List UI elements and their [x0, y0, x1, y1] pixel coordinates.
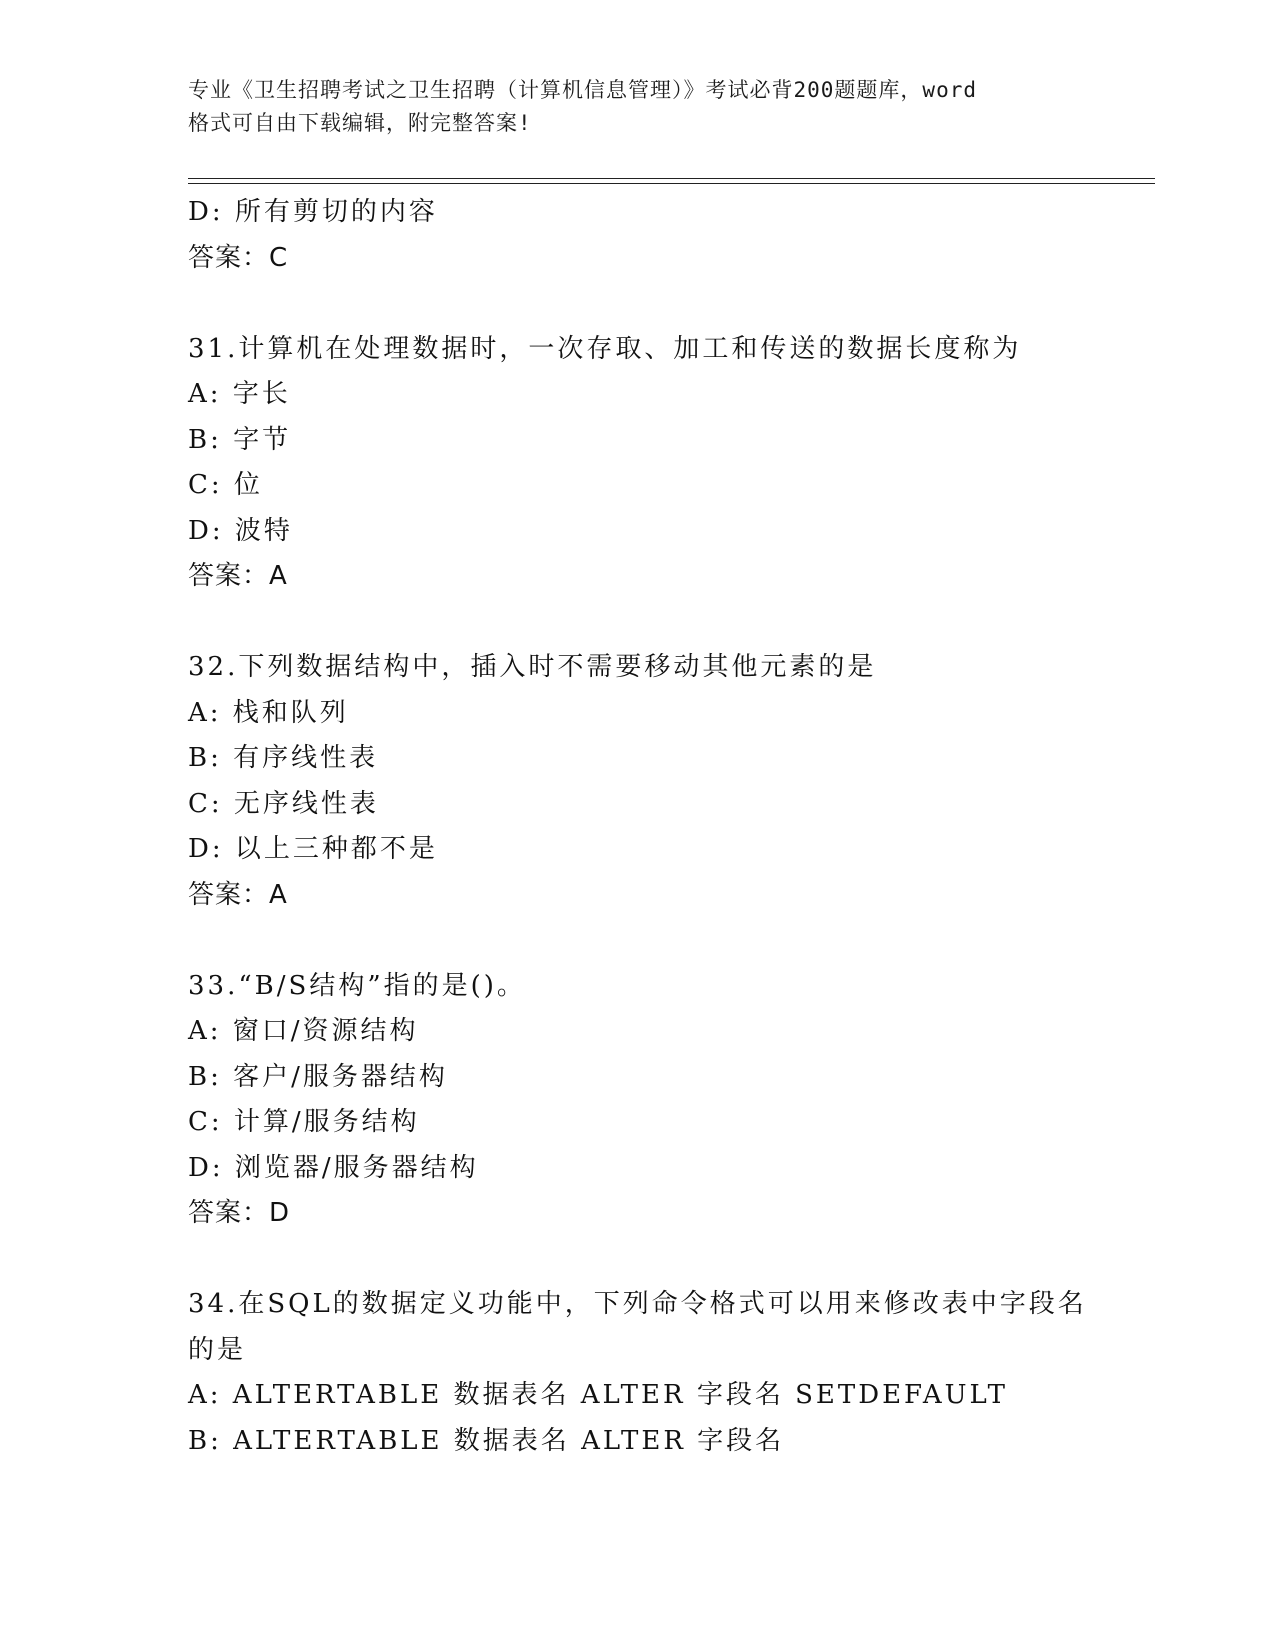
- question-text: 的是: [188, 1334, 247, 1365]
- option-text: D: 以上三种都不是: [188, 834, 438, 864]
- option-text: A: 栈和队列: [188, 697, 349, 728]
- option-text: B: 客户/服务器结构: [188, 1061, 448, 1092]
- spacer: [188, 281, 1118, 327]
- option-text: B: 有序线性表: [188, 743, 379, 773]
- option-text: C: 计算/服务结构: [188, 1107, 420, 1137]
- option-text: A: ALTERTABLE 数据表名 ALTER 字段名 SETDEFAULT: [188, 1380, 1009, 1410]
- header-line-1: 专业《卫生招聘考试之卫生招聘（计算机信息管理）》考试必背200题题库，word: [188, 78, 977, 102]
- option-text: D: 浏览器/服务器结构: [188, 1152, 479, 1183]
- option-text: C: 无序线性表: [188, 788, 379, 819]
- header-divider-top: [188, 178, 1155, 179]
- header-divider-bottom: [188, 183, 1155, 184]
- question-text: 33.“B/S结构”指的是()。: [188, 970, 526, 1001]
- question-text: 32.下列数据结构中，插入时不需要移动其他元素的是: [188, 652, 877, 682]
- answer-text: 答案：C: [188, 242, 289, 273]
- option-text: A: 窗口/资源结构: [188, 1016, 419, 1046]
- option-text: D: 所有剪切的内容: [188, 197, 438, 227]
- document-header: [188, 74, 1088, 140]
- option-text: B: ALTERTABLE 数据表名 ALTER 字段名: [188, 1425, 785, 1456]
- answer-text: 答案：A: [188, 879, 288, 910]
- option-text: A: 字长: [188, 379, 291, 409]
- question-list: [188, 190, 1118, 1464]
- option-text: C: 位: [188, 470, 263, 500]
- option-text: B: 字节: [188, 424, 292, 455]
- spacer: [188, 1237, 1118, 1283]
- question-text: 31.计算机在处理数据时，一次存取、加工和传送的数据长度称为: [188, 333, 1022, 364]
- spacer: [188, 918, 1118, 964]
- question-text: 34.在SQL的数据定义功能中，下列命令格式可以用来修改表中字段名: [188, 1289, 1087, 1319]
- spacer: [188, 600, 1118, 646]
- answer-text: 答案：D: [188, 1198, 291, 1228]
- header-line-2: 格式可自由下载编辑，附完整答案!: [188, 111, 532, 135]
- option-text: D: 波特: [188, 515, 293, 546]
- answer-text: 答案：A: [188, 561, 288, 591]
